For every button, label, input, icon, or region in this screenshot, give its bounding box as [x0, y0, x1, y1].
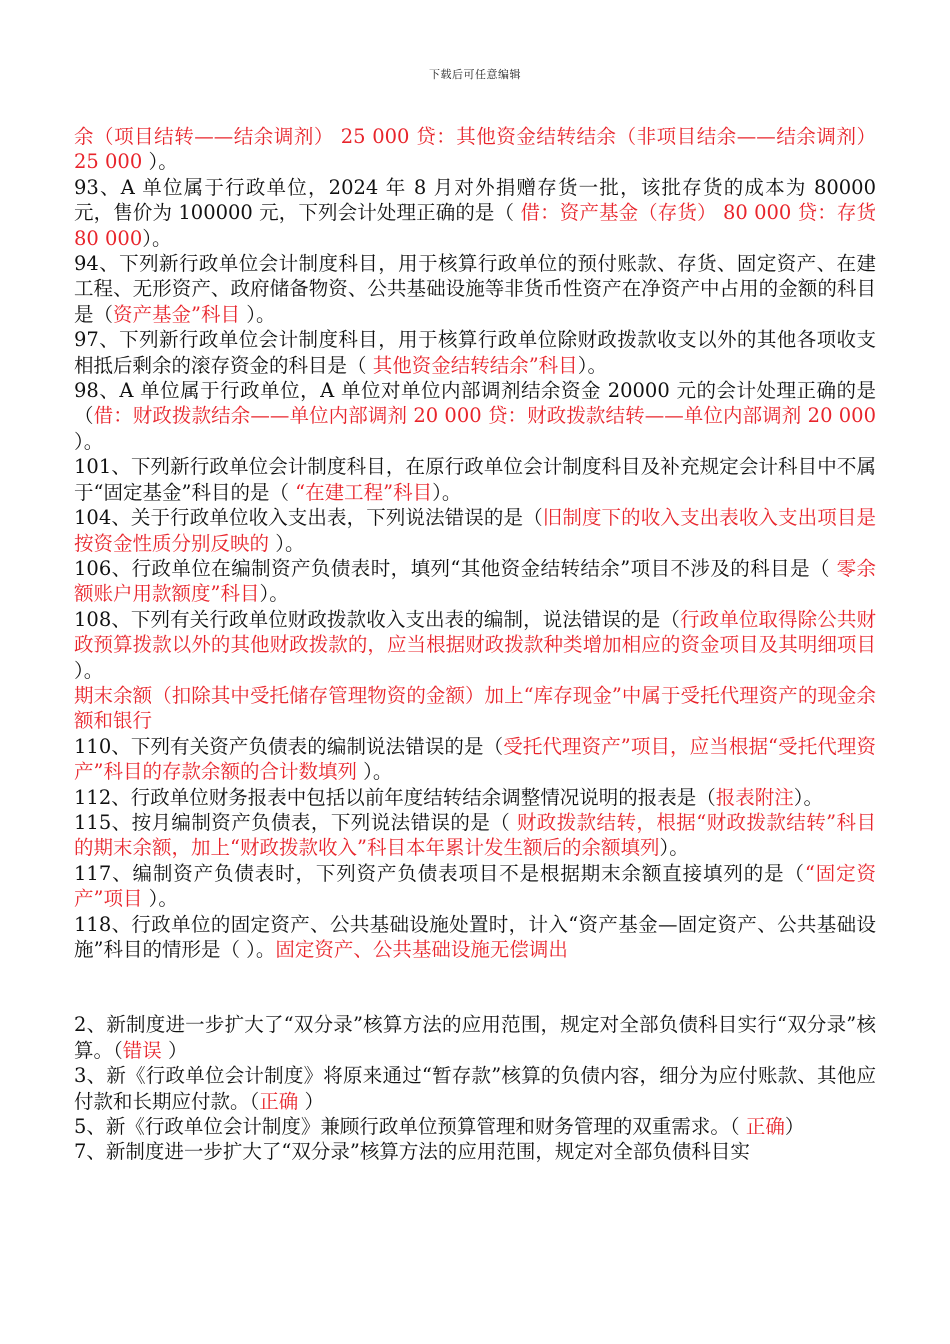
answer-text: 正确	[745, 1115, 785, 1139]
question-text: 97、下列新行政单位会计制度科目，用于核算行政单位除财政拨款收支以外的其他各项收支相抵后剩余的滚存资金的科目是（	[74, 328, 876, 377]
question-q-cont	[74, 124, 876, 175]
question-text: ）	[161, 1038, 188, 1062]
section-gap	[74, 962, 876, 1012]
answer-text: 报表附注	[715, 785, 794, 809]
question-text: 5、新《行政单位会计制度》兼顾行政单位预算管理和财务管理的双重需求。（	[74, 1115, 746, 1139]
question-q117	[74, 861, 876, 912]
question-text: 106、行政单位在编制资产负债表时，填列“其他资金结转结余”项目不涉及的科目是（	[74, 556, 837, 580]
answer-text: 固定资产、公共基础设施无偿调出	[275, 938, 568, 961]
page-header: 下载后可任意编辑	[429, 68, 521, 81]
question-q-note	[74, 683, 876, 734]
judgment-j2	[74, 1012, 876, 1063]
question-q94	[74, 251, 876, 327]
question-q106	[74, 556, 876, 607]
answer-text: 行政单位取得除公共财政预算拨款以外的其他财政拨款的，应当根据财政拨款种类增加相应的资金项目及其明细项目	[74, 607, 876, 657]
question-text: ）。	[659, 836, 689, 860]
question-text: 112、行政单位财务报表中包括以前年度结转结余调整情况说明的报表是（	[74, 785, 716, 809]
question-q110	[74, 734, 876, 785]
answer-text: 资产基金”科目	[113, 302, 240, 326]
question-text: 7、新制度进一步扩大了“双分录”核算方法的应用范围，规定对全部负债科目实	[74, 1140, 750, 1164]
question-text: ）。	[793, 785, 824, 809]
question-q108	[74, 607, 876, 683]
judgment-j5	[74, 1114, 876, 1139]
answer-text: 错误	[122, 1038, 162, 1062]
question-q104	[74, 505, 876, 556]
question-text: 93、A 单位属于行政单位，2024 年 8 月对外捐赠存货一批，该批存货的成本为 80000 元，售价为 100000 元，下列会计处理正确的是（	[74, 175, 876, 225]
question-text: ）。	[577, 353, 607, 377]
answer-text: “固定资产”项目	[74, 861, 876, 911]
question-text: 108、下列有关行政单位财政拨款收入支出表的编制，说法错误的是（	[74, 607, 680, 631]
question-text: 101、下列新行政单位会计制度科目，在原行政单位会计制度科目及补充规定会计科目中不属于“固定基金”科目的是（	[74, 455, 876, 504]
question-text: ）	[784, 1115, 805, 1139]
question-q101	[74, 454, 876, 505]
question-text: 94、下列新行政单位会计制度科目，用于核算行政单位的预付账款、存货、固定资产、在建工程、无形资产、政府储备物资、公共基础设施等非货币性资产在净资产中占用的金额的科目是（	[74, 252, 876, 326]
question-text: ）。	[269, 531, 305, 555]
judgment-j7	[74, 1139, 876, 1164]
question-text: ）。	[142, 226, 172, 250]
question-text: 115、按月编制资产负债表，下列说法错误的是（	[74, 810, 517, 834]
question-text: 110、下列有关资产负债表的编制说法错误的是（	[74, 734, 504, 758]
question-text: 118、行政单位的固定资产、公共基础设施处置时，计入“资产基金—固定资产、公共基础设施”科目的情形是（ ）。	[74, 912, 876, 961]
question-text: 117、编制资产负债表时，下列资产负债表项目不是根据期末余额直接填列的是（	[74, 861, 805, 885]
question-text: ）。	[240, 302, 276, 326]
judgment-list	[74, 1012, 876, 1164]
answer-text: “在建工程”科目	[295, 480, 433, 504]
answer-text: 借：资产基金（存货） 80 000 贷：存货 80 000	[74, 201, 876, 250]
question-q93	[74, 175, 876, 251]
question-text: 98、A 单位属于行政单位，A 单位对单位内部调剂结余资金 20000 元的会计处理正确的是（	[74, 379, 876, 428]
question-text: 104、关于行政单位收入支出表，下列说法错误的是（	[74, 506, 543, 530]
answer-text: 期末余额（扣除其中受托储存管理物资的金额）加上“库存现金”中属于受托代理资产的现金余额和银行	[74, 683, 876, 733]
question-text: ）。	[142, 887, 178, 911]
question-q115	[74, 810, 876, 861]
question-list	[74, 124, 876, 962]
question-text: ）。	[74, 429, 104, 453]
question-text: ）。	[356, 760, 393, 784]
question-text: ）。	[432, 480, 462, 504]
question-q98	[74, 378, 876, 454]
answer-text: 正确	[259, 1089, 299, 1113]
judgment-j3	[74, 1063, 876, 1114]
answer-text: 其他资金结转结余”科目	[372, 353, 578, 377]
answer-text: 受托代理资产”项目，应当根据“受托代理资产”科目的存款余额的合计数填列	[74, 734, 876, 784]
question-text: ）。	[259, 582, 289, 606]
question-text: 2、新制度进一步扩大了“双分录”核算方法的应用范围，规定对全部负债科目实行“双分录”核算。（	[74, 1013, 876, 1062]
question-q112	[74, 785, 876, 810]
question-text: ）。	[148, 150, 178, 174]
answer-text: 余（项目结转——结余调剂） 25 000 贷：其他资金结转结余（非项目结余——结余调剂） 25 000	[74, 125, 876, 174]
question-text: ）	[298, 1089, 324, 1113]
question-q118	[74, 912, 876, 963]
answer-text: 借：财政拨款结余——单位内部调剂 20 000 贷：财政拨款结转——单位内部调剂 20 000	[93, 404, 876, 428]
answer-text: 旧制度下的收入支出表收入支出项目是按资金性质分别反映的	[74, 506, 876, 555]
answer-text: 财政拨款结转，根据“财政拨款结转”科目的期末余额，加上“财政拨款收入”科目本年累计发生额后的余额填列	[74, 810, 876, 860]
question-text: 3、新《行政单位会计制度》将原来通过“暂存款”核算的负债内容，细分为应付账款、其他应付款和长期应付款。（	[74, 1064, 876, 1113]
question-q97	[74, 327, 876, 378]
question-text: ）。	[74, 658, 104, 682]
answer-text: 零余额账户用款额度”科目	[74, 556, 876, 606]
document-body	[74, 124, 876, 1165]
